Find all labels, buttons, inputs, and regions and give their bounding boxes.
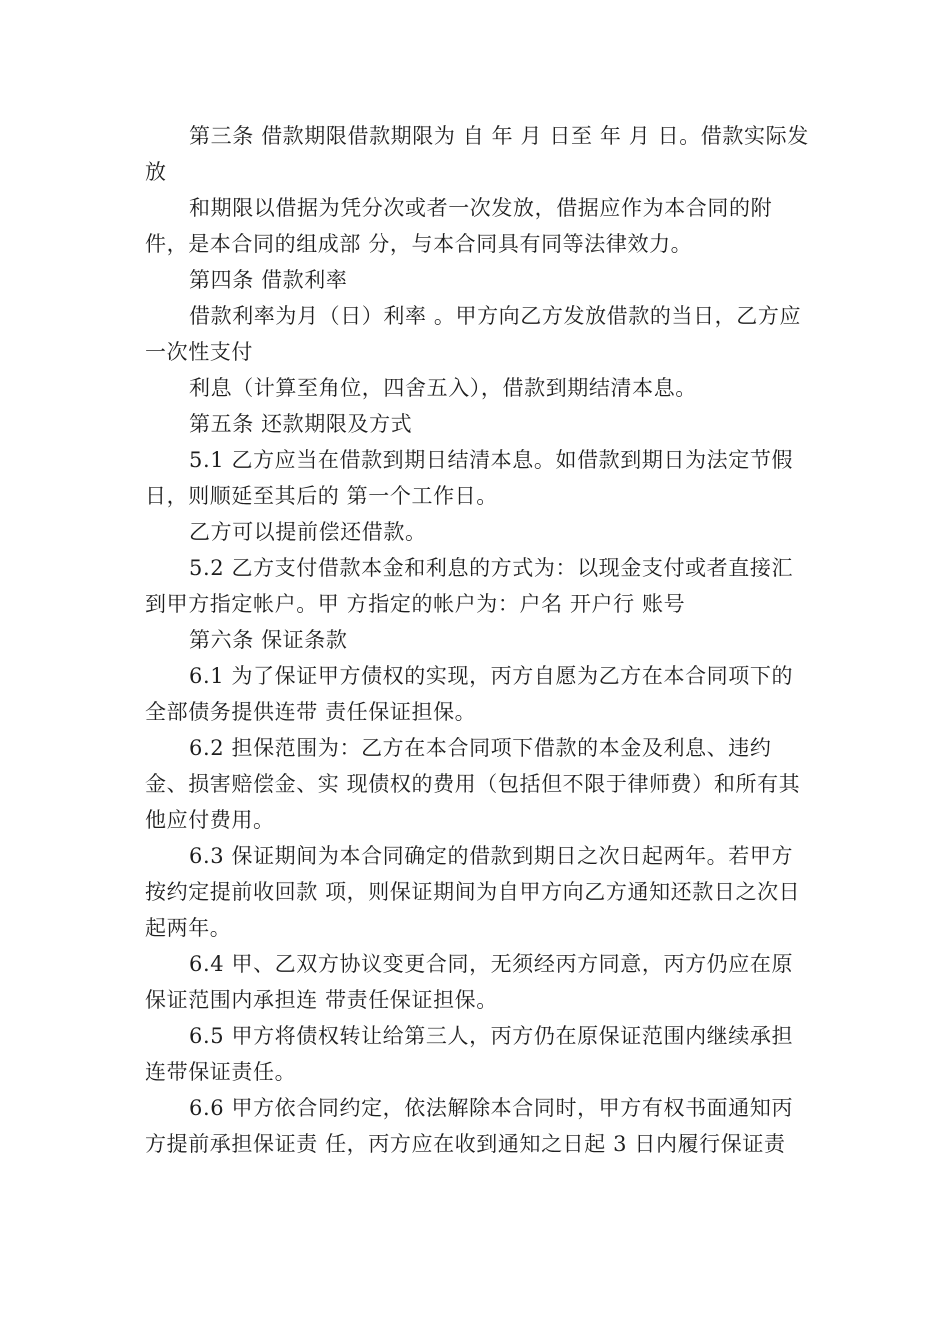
clause-6-2: 6.2 担保范围为：乙方在本合同项下借款的本金及利息、违约金、损害赔偿金、实 现债权的费用（包括但不限于律师费）和所有其他应付费用。 xyxy=(145,736,801,832)
paragraph: 和期限以借据为凭分次或者一次发放，借据应作为本合同的附件，是本合同的组成部 分，与本合同具有同等法律效力。 xyxy=(145,196,773,256)
section-heading: 第四条 借款利率 xyxy=(189,268,348,292)
clause-5-2: 5.2 乙方支付借款本金和利息的方式为：以现金支付或者直接汇到甲方指定帐户。甲 方指定的帐户为：户名 开户行 账号 xyxy=(145,556,794,616)
paragraph: 第三条 借款期限借款期限为 自 年 月 日至 年 月 日。借款实际发放 xyxy=(145,124,809,184)
clause-6-6: 6.6 甲方依合同约定，依法解除本合同时，甲方有权书面通知丙方提前承担保证责 任，丙方应在收到通知之日起 3 日内履行保证责 xyxy=(145,1096,794,1156)
clause-6-3: 6.3 保证期间为本合同确定的借款到期日之次日起两年。若甲方按约定提前收回款 项，则保证期间为自甲方向乙方通知还款日之次日起两年。 xyxy=(145,844,801,940)
clause-6-4: 6.4 甲、乙双方协议变更合同，无须经丙方同意，丙方仍应在原保证范围内承担连 带责任保证担保。 xyxy=(145,952,794,1012)
document-body xyxy=(145,118,810,1162)
paragraph: 乙方可以提前偿还借款。 xyxy=(189,520,427,544)
section-heading: 第五条 还款期限及方式 xyxy=(189,412,413,436)
paragraph: 借款利率为月（日）利率 。甲方向乙方发放借款的当日，乙方应一次性支付 xyxy=(145,304,802,364)
clause-5-1: 5.1 乙方应当在借款到期日结清本息。如借款到期日为法定节假日，则顺延至其后的 第一个工作日。 xyxy=(145,448,794,508)
section-heading: 第六条 保证条款 xyxy=(189,628,348,652)
clause-6-5: 6.5 甲方将债权转让给第三人，丙方仍在原保证范围内继续承担连带保证责任。 xyxy=(145,1024,794,1084)
clause-6-1: 6.1 为了保证甲方债权的实现，丙方自愿为乙方在本合同项下的全部债务提供连带 责任保证担保。 xyxy=(145,664,794,724)
paragraph: 利息（计算至角位，四舍五入），借款到期结清本息。 xyxy=(189,376,697,400)
